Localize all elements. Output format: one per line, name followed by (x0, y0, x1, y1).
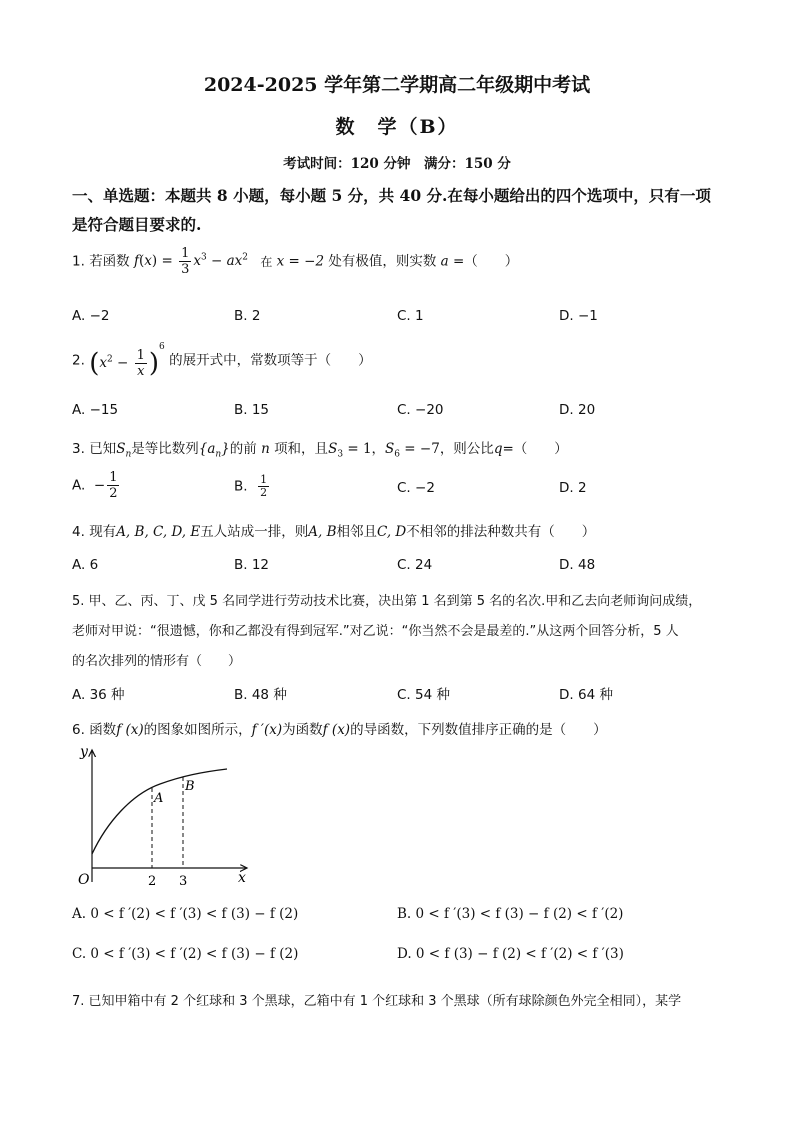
q4-text-b: 五人站成一排，则 (200, 524, 309, 540)
q4-text-c: 相邻且 (336, 524, 377, 540)
q6-text-d: 的导函数，下列数值排序正确的是（ ） (350, 722, 607, 738)
q3-option-a[interactable]: A. − $\frac{1}{2}$ (72, 470, 118, 501)
question-2 (72, 342, 372, 379)
q1-option-a[interactable]: A. −2 (72, 308, 110, 324)
q3-q: q (493, 441, 503, 457)
tick-label-3: 3 (179, 874, 188, 889)
function-curve (92, 769, 227, 854)
q3-text-b: 是等比数列 (131, 441, 199, 457)
q6-fx-2: f (x) (322, 722, 351, 738)
origin-label: O (78, 872, 90, 888)
q1-option-c[interactable]: C. 1 (397, 308, 424, 324)
q3-text-d: 项和，且 (274, 441, 329, 457)
q1-text-post: 处有极值，则实数 (328, 253, 437, 270)
q3-number: 3. (72, 441, 85, 457)
q1-text-mid: 在 (260, 254, 273, 269)
q2-option-d[interactable]: D. 20 (559, 402, 596, 418)
q6-option-a[interactable]: A. 0 < f ′(2) < f ′(3) < f (3) − f (2) (72, 906, 299, 922)
point-b-label: B (185, 779, 195, 794)
q3-option-d[interactable]: D. 2 (559, 480, 587, 496)
q3-n: n (261, 441, 270, 457)
exam-info: 考试时间：120 分钟 满分：150 分 (283, 156, 511, 172)
q1-function: f(x) = $\frac{1}{3}$ $x^3 - ax^2$ (133, 246, 249, 277)
q4-people: A, B, C, D, E (116, 524, 201, 540)
q3-text-a: 已知 (89, 441, 117, 457)
q4-text-d: 不相邻的排法种数共有（ ） (406, 524, 596, 540)
q6-text-b: 的图象如图所示， (143, 722, 252, 738)
q1-text-pre: 若函数 (89, 253, 130, 270)
q4-number: 4. (72, 524, 85, 540)
q3-text-c: 的前 (229, 441, 257, 457)
q5-option-d[interactable]: D. 64 种 (559, 687, 613, 703)
q1-condition: x = −2 (276, 253, 325, 270)
q3-text-f: =（ ） (502, 441, 568, 457)
q5-option-a[interactable]: A. 36 种 (72, 687, 125, 703)
q1-option-b[interactable]: B. 2 (234, 308, 261, 324)
x-axis-label: x (238, 870, 246, 886)
q2-expression: ($x^2$ − $\frac{1}{x}$ )$^6$ (89, 342, 165, 379)
q6-option-c[interactable]: C. 0 < f ′(3) < f ′(2) < f (3) − f (2) (72, 946, 299, 962)
q6-function-graph (72, 742, 262, 892)
q6-number: 6. (72, 722, 85, 738)
question-5-line1: 5. 甲、乙、丙、丁、戊 5 名同学进行劳动技术比赛，决出第 1 名到第 5 名的名次.甲和乙去向老师询问成绩， (72, 594, 702, 609)
question-4 (72, 520, 595, 540)
q3-option-b[interactable]: B. $\frac{1}{2}$ (234, 473, 268, 499)
q1-variable: a (440, 253, 449, 270)
question-6 (72, 718, 607, 738)
q2-option-b[interactable]: B. 15 (234, 402, 270, 418)
q4-option-d[interactable]: D. 48 (559, 557, 596, 573)
subject-title: 数 学（B） (335, 116, 459, 138)
q6-option-b[interactable]: B. 0 < f ′(3) < f (3) − f (2) < f ′(2) (397, 906, 624, 922)
q2-option-a[interactable]: A. −15 (72, 402, 119, 418)
q4-pair-ab: A, B (308, 524, 337, 540)
q3-conditions: $S_3 = 1$，$S_6 = -7$ (328, 441, 440, 460)
question-5-line3: 的名次排列的情形有（ ） (72, 654, 242, 669)
q2-text: 的展开式中，常数项等于（ ） (169, 352, 372, 369)
question-7-line1: 7. 已知甲箱中有 2 个红球和 3 个黑球，乙箱中有 1 个红球和 3 个黑球（所有球除颜色外完全相同），某学 (72, 994, 682, 1009)
q1-option-d[interactable]: D. −1 (559, 308, 598, 324)
q6-text-a: 函数 (89, 722, 117, 738)
q3-an: $\{a_n\}$ (198, 441, 230, 460)
q5-option-b[interactable]: B. 48 种 (234, 687, 287, 703)
q3-option-c[interactable]: C. −2 (397, 480, 435, 496)
q4-option-c[interactable]: C. 24 (397, 557, 433, 573)
q6-fpx: f ′(x) (251, 722, 283, 738)
q4-option-a[interactable]: A. 6 (72, 557, 99, 573)
q2-number: 2. (72, 352, 85, 369)
q4-text-a: 现有 (89, 524, 117, 540)
q3-text-e: ，则公比 (439, 441, 494, 457)
q6-option-d[interactable]: D. 0 < f (3) − f (2) < f ′(2) < f ′(3) (397, 946, 624, 962)
exam-title: 2024-2025 学年第二学期高二年级期中考试 (203, 74, 591, 96)
tick-label-2: 2 (148, 874, 157, 889)
y-axis-label: y (80, 744, 88, 760)
question-1 (72, 246, 518, 277)
q4-pair-cd: C, D (377, 524, 407, 540)
q5-option-c[interactable]: C. 54 种 (397, 687, 450, 703)
q3-sn: $S_n$ (116, 441, 132, 460)
q2-option-c[interactable]: C. −20 (397, 402, 444, 418)
section-instructions-line1: 一、单选题：本题共 8 小题，每小题 5 分，共 40 分.在每小题给出的四个选项中，只有一项 (72, 186, 711, 205)
q1-text-end: =（ ） (453, 253, 519, 270)
question-5-line2: 老师对甲说：“很遗憾，你和乙都没有得到冠军.”对乙说：“你当然不会是最差的.”从这两个回答分析，5 人 (72, 624, 679, 639)
q4-option-b[interactable]: B. 12 (234, 557, 270, 573)
question-3 (72, 437, 568, 460)
q1-number: 1. (72, 253, 85, 270)
section-instructions-line2: 是符合题目要求的. (72, 215, 202, 234)
q6-fx: f (x) (116, 722, 144, 738)
point-a-label: A (154, 791, 164, 806)
q6-text-c: 为函数 (282, 722, 323, 738)
